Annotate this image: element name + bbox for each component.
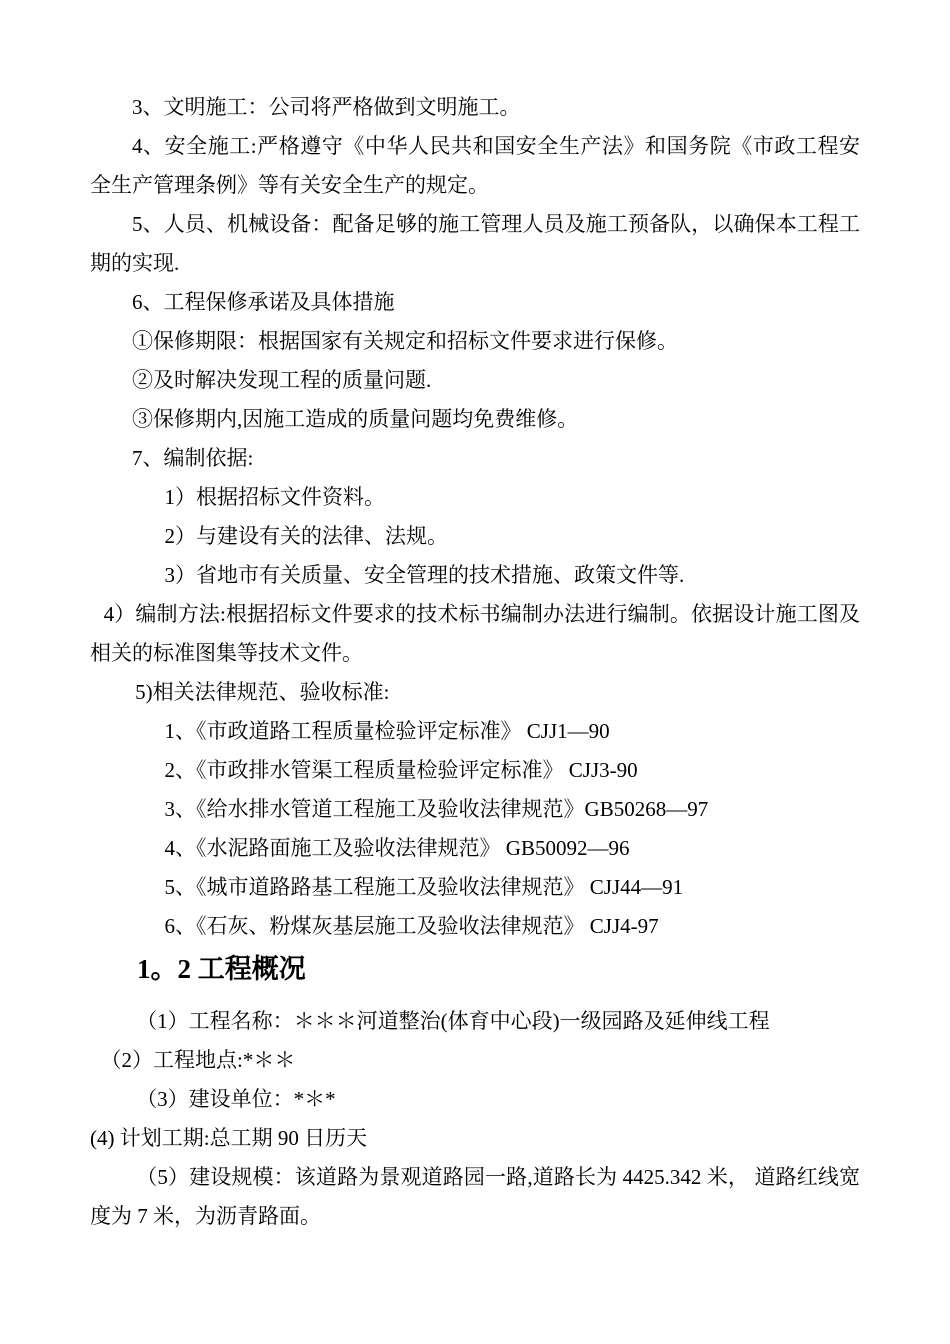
compilation-method-paragraph: 4）编制方法:根据招标文件要求的技术标书编制办法进行编制。依据设计施工图及相关的标准图集等技术文件。 [90,602,860,665]
paragraph-warranty-commitment-title: 6、工程保修承诺及具体措施 [132,290,395,314]
standard-item-5: 5、《城市道路路基工程施工及验收法律规范》 CJJ44—91 [164,875,684,899]
compilation-basis-item-2: 2）与建设有关的法律、法规。 [164,524,449,548]
standard-item-6: 6、《石灰、粉煤灰基层施工及验收法律规范》 CJJ4-97 [164,914,659,938]
overview-construction-scale: （5）建设规模：该道路为景观道路园一路,道路长为 4425.342 米， 道路红线宽度为 7 米，为沥青路面。 [90,1165,860,1228]
compilation-basis-title: 7、编制依据: [132,446,254,470]
section-heading-project-overview: 1。2 工程概况 [137,954,306,984]
overview-project-location: （2）工程地点:*＊＊ [100,1048,296,1072]
warranty-measure-2: ②及时解决发现工程的质量问题. [132,368,432,392]
compilation-basis-item-3: 3）省地市有关质量、安全管理的技术措施、政策文件等. [164,563,685,587]
paragraph-personnel-equipment: 5、人员、机械设备：配备足够的施工管理人员及施工预备队，以确保本工程工期的实现. [90,212,860,275]
standard-item-4: 4、《水泥路面施工及验收法律规范》 GB50092—96 [164,836,630,860]
warranty-measure-3: ③保修期内,因施工造成的质量问题均免费维修。 [132,407,579,431]
warranty-measure-1: ①保修期限：根据国家有关规定和招标文件要求进行保修。 [132,329,678,353]
paragraph-civilized-construction: 3、文明施工：公司将严格做到文明施工。 [132,95,521,119]
compilation-basis-item-1: 1）根据招标文件资料。 [164,485,386,509]
standard-item-1: 1、《市政道路工程质量检验评定标准》 CJJ1—90 [164,719,610,743]
standard-item-2: 2、《市政排水管渠工程质量检验评定标准》 CJJ3-90 [164,758,638,782]
overview-construction-unit: （3）建设单位：*＊* [136,1087,336,1111]
paragraph-safety-construction: 4、安全施工:严格遵守《中华人民共和国安全生产法》和国务院《市政工程安全生产管理条例》等有关安全生产的规定。 [90,134,860,197]
overview-project-name: （1）工程名称：＊＊＊河道整治(体育中心段)一级园路及延伸线工程 [136,1009,770,1033]
overview-planned-duration: (4) 计划工期:总工期 90 日历天 [90,1126,368,1150]
standards-list-title: 5)相关法律规范、验收标准: [135,680,390,704]
standard-item-3: 3、《给水排水管道工程施工及验收法律规范》GB50268—97 [164,797,709,821]
